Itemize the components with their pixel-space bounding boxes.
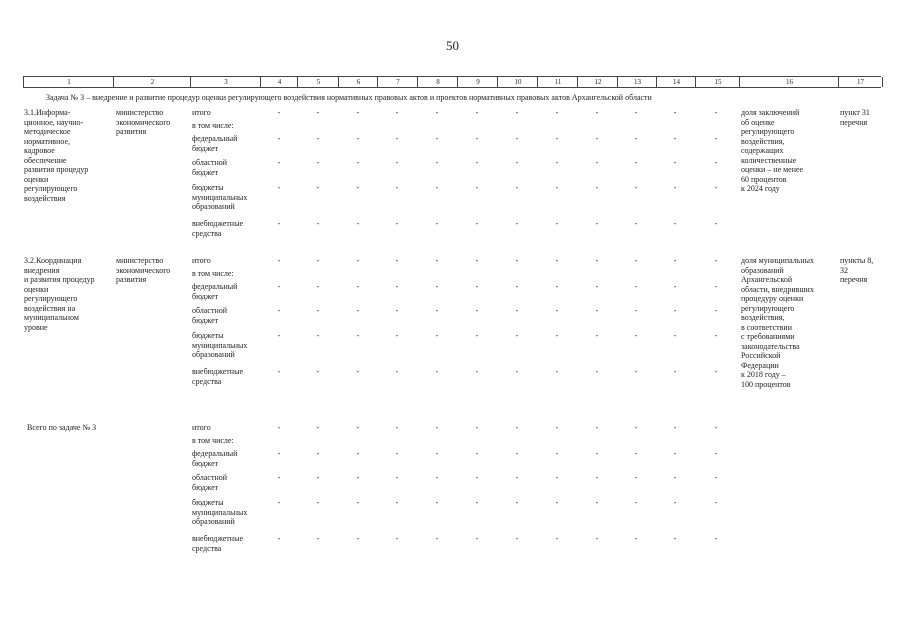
executor: министерство экономического развития (116, 256, 171, 284)
amount-dash: - (395, 423, 399, 432)
amount-dash: - (356, 108, 360, 117)
amount-dash: - (277, 423, 281, 432)
amount-dash: - (515, 108, 519, 117)
task-title: Задача № 3 – внедрение и развитие процедур оценки регулирующего воздействия нормативных правовых актов и проектов нормативных правовых актов Архангельской области (46, 93, 652, 102)
funding-source-label: итого (192, 423, 211, 432)
amount-dash: - (634, 449, 638, 458)
amount-dash: - (515, 134, 519, 143)
amount-dash: - (714, 219, 718, 228)
amount-dash: - (356, 256, 360, 265)
amount-dash: - (475, 256, 479, 265)
amount-dash: - (356, 498, 360, 507)
amount-dash: - (277, 108, 281, 117)
funding-source-label: в том числе: (192, 121, 234, 130)
amount-dash: - (356, 331, 360, 340)
column-header-14: 14 (656, 77, 696, 87)
amount-dash: - (673, 256, 677, 265)
column-header-13: 13 (617, 77, 657, 87)
amount-dash: - (634, 498, 638, 507)
column-header-3: 3 (190, 77, 261, 87)
amount-dash: - (634, 473, 638, 482)
amount-dash: - (277, 534, 281, 543)
amount-dash: - (515, 219, 519, 228)
amount-dash: - (595, 331, 599, 340)
amount-dash: - (555, 423, 559, 432)
amount-dash: - (435, 158, 439, 167)
amount-dash: - (673, 282, 677, 291)
amount-dash: - (673, 473, 677, 482)
amount-dash: - (395, 219, 399, 228)
amount-dash: - (316, 367, 320, 376)
column-header-12: 12 (577, 77, 618, 87)
amount-dash: - (515, 473, 519, 482)
amount-dash: - (356, 534, 360, 543)
amount-dash: - (673, 534, 677, 543)
amount-dash: - (277, 498, 281, 507)
amount-dash: - (634, 134, 638, 143)
amount-dash: - (555, 219, 559, 228)
event-name: 3.1.Информа- ционное, научно- методическое нормативное, кадровое обеспечение развития процедур оценки регулирующего воздействия (24, 108, 89, 203)
amount-dash: - (435, 183, 439, 192)
amount-dash: - (277, 183, 281, 192)
amount-dash: - (475, 306, 479, 315)
amount-dash: - (634, 306, 638, 315)
amount-dash: - (634, 256, 638, 265)
amount-dash: - (595, 367, 599, 376)
amount-dash: - (515, 449, 519, 458)
amount-dash: - (515, 331, 519, 340)
column-header-15: 15 (695, 77, 740, 87)
amount-dash: - (395, 108, 399, 117)
column-number-header (23, 76, 881, 88)
amount-dash: - (435, 367, 439, 376)
amount-dash: - (356, 423, 360, 432)
amount-dash: - (435, 473, 439, 482)
amount-dash: - (316, 473, 320, 482)
amount-dash: - (634, 183, 638, 192)
amount-dash: - (475, 282, 479, 291)
amount-dash: - (316, 449, 320, 458)
amount-dash: - (277, 158, 281, 167)
amount-dash: - (555, 534, 559, 543)
amount-dash: - (395, 473, 399, 482)
amount-dash: - (555, 331, 559, 340)
amount-dash: - (515, 256, 519, 265)
funding-source-label: внебюджетные средства (192, 534, 243, 553)
amount-dash: - (475, 183, 479, 192)
amount-dash: - (673, 306, 677, 315)
amount-dash: - (714, 449, 718, 458)
amount-dash: - (316, 219, 320, 228)
amount-dash: - (395, 183, 399, 192)
amount-dash: - (395, 256, 399, 265)
amount-dash: - (435, 306, 439, 315)
amount-dash: - (555, 449, 559, 458)
amount-dash: - (475, 498, 479, 507)
amount-dash: - (555, 183, 559, 192)
amount-dash: - (634, 534, 638, 543)
event-name: Всего по задаче № 3 (27, 423, 97, 432)
amount-dash: - (356, 183, 360, 192)
amount-dash: - (714, 367, 718, 376)
column-header-1: 1 (23, 77, 114, 87)
funding-source-label: бюджеты муниципальных образований (192, 331, 248, 359)
amount-dash: - (595, 473, 599, 482)
amount-dash: - (714, 108, 718, 117)
amount-dash: - (673, 423, 677, 432)
funding-source-label: итого (192, 108, 211, 117)
amount-dash: - (277, 367, 281, 376)
amount-dash: - (673, 367, 677, 376)
amount-dash: - (395, 331, 399, 340)
amount-dash: - (395, 306, 399, 315)
amount-dash: - (356, 282, 360, 291)
column-header-9: 9 (457, 77, 498, 87)
amount-dash: - (395, 367, 399, 376)
amount-dash: - (555, 256, 559, 265)
page-number: 50 (446, 38, 459, 53)
amount-dash: - (316, 108, 320, 117)
amount-dash: - (595, 423, 599, 432)
amount-dash: - (277, 331, 281, 340)
amount-dash: - (634, 331, 638, 340)
column-header-4: 4 (260, 77, 298, 87)
funding-source-label: внебюджетные средства (192, 219, 243, 238)
funding-source-label: областной бюджет (192, 473, 228, 492)
amount-dash: - (595, 134, 599, 143)
amount-dash: - (435, 134, 439, 143)
amount-dash: - (714, 306, 718, 315)
amount-dash: - (595, 282, 599, 291)
amount-dash: - (316, 183, 320, 192)
amount-dash: - (555, 134, 559, 143)
reference: пункты 8, 32 перечня (840, 256, 874, 284)
amount-dash: - (356, 134, 360, 143)
amount-dash: - (435, 498, 439, 507)
executor: министерство экономического развития (116, 108, 171, 136)
amount-dash: - (316, 158, 320, 167)
amount-dash: - (555, 158, 559, 167)
amount-dash: - (316, 306, 320, 315)
amount-dash: - (395, 498, 399, 507)
column-header-5: 5 (297, 77, 339, 87)
amount-dash: - (435, 108, 439, 117)
column-header-17: 17 (838, 77, 883, 87)
amount-dash: - (475, 423, 479, 432)
amount-dash: - (395, 449, 399, 458)
amount-dash: - (673, 183, 677, 192)
amount-dash: - (515, 423, 519, 432)
amount-dash: - (714, 331, 718, 340)
amount-dash: - (714, 158, 718, 167)
amount-dash: - (555, 282, 559, 291)
amount-dash: - (435, 256, 439, 265)
funding-source-label: бюджеты муниципальных образований (192, 183, 248, 211)
amount-dash: - (714, 473, 718, 482)
amount-dash: - (316, 498, 320, 507)
amount-dash: - (277, 473, 281, 482)
funding-source-label: внебюджетные средства (192, 367, 243, 386)
amount-dash: - (634, 158, 638, 167)
amount-dash: - (475, 219, 479, 228)
amount-dash: - (634, 108, 638, 117)
amount-dash: - (277, 306, 281, 315)
amount-dash: - (515, 282, 519, 291)
amount-dash: - (475, 158, 479, 167)
amount-dash: - (515, 158, 519, 167)
amount-dash: - (395, 158, 399, 167)
amount-dash: - (435, 282, 439, 291)
amount-dash: - (673, 219, 677, 228)
funding-source-label: итого (192, 256, 211, 265)
amount-dash: - (714, 282, 718, 291)
amount-dash: - (395, 282, 399, 291)
amount-dash: - (435, 423, 439, 432)
amount-dash: - (277, 449, 281, 458)
amount-dash: - (395, 134, 399, 143)
column-header-8: 8 (417, 77, 458, 87)
amount-dash: - (595, 219, 599, 228)
amount-dash: - (316, 331, 320, 340)
amount-dash: - (316, 534, 320, 543)
column-header-10: 10 (497, 77, 538, 87)
amount-dash: - (515, 306, 519, 315)
amount-dash: - (277, 134, 281, 143)
amount-dash: - (673, 331, 677, 340)
amount-dash: - (316, 282, 320, 291)
amount-dash: - (555, 306, 559, 315)
amount-dash: - (634, 282, 638, 291)
funding-source-label: федеральный бюджет (192, 449, 238, 468)
amount-dash: - (555, 498, 559, 507)
amount-dash: - (595, 449, 599, 458)
amount-dash: - (475, 473, 479, 482)
amount-dash: - (595, 158, 599, 167)
amount-dash: - (714, 534, 718, 543)
column-header-11: 11 (537, 77, 578, 87)
amount-dash: - (595, 534, 599, 543)
column-header-16: 16 (739, 77, 839, 87)
amount-dash: - (634, 367, 638, 376)
amount-dash: - (356, 219, 360, 228)
amount-dash: - (475, 331, 479, 340)
amount-dash: - (714, 256, 718, 265)
amount-dash: - (316, 256, 320, 265)
amount-dash: - (714, 498, 718, 507)
column-header-7: 7 (377, 77, 418, 87)
column-header-6: 6 (338, 77, 378, 87)
funding-source-label: в том числе: (192, 269, 234, 278)
funding-source-label: федеральный бюджет (192, 134, 238, 153)
amount-dash: - (435, 219, 439, 228)
amount-dash: - (673, 449, 677, 458)
amount-dash: - (515, 183, 519, 192)
event-name: 3.2.Координация внедрения и развития процедур оценки регулирующего воздействия на муниципальном уровне (24, 256, 95, 332)
amount-dash: - (277, 282, 281, 291)
amount-dash: - (555, 473, 559, 482)
amount-dash: - (356, 367, 360, 376)
funding-source-label: федеральный бюджет (192, 282, 238, 301)
amount-dash: - (595, 108, 599, 117)
amount-dash: - (515, 534, 519, 543)
amount-dash: - (634, 423, 638, 432)
amount-dash: - (475, 134, 479, 143)
amount-dash: - (714, 423, 718, 432)
amount-dash: - (475, 367, 479, 376)
amount-dash: - (475, 534, 479, 543)
amount-dash: - (595, 306, 599, 315)
funding-source-label: областной бюджет (192, 306, 228, 325)
amount-dash: - (356, 306, 360, 315)
amount-dash: - (714, 134, 718, 143)
column-header-2: 2 (113, 77, 191, 87)
amount-dash: - (595, 498, 599, 507)
funding-source-label: бюджеты муниципальных образований (192, 498, 248, 526)
amount-dash: - (714, 183, 718, 192)
target-indicator: доля заключений об оценке регулирующего воздействия, содержащих количественные оценки – не менее 60 процентов к 2024 году (741, 108, 804, 193)
amount-dash: - (595, 256, 599, 265)
amount-dash: - (475, 108, 479, 117)
amount-dash: - (435, 534, 439, 543)
amount-dash: - (316, 423, 320, 432)
amount-dash: - (435, 331, 439, 340)
amount-dash: - (395, 534, 399, 543)
amount-dash: - (435, 449, 439, 458)
funding-source-label: в том числе: (192, 436, 234, 445)
amount-dash: - (673, 108, 677, 117)
funding-source-label: областной бюджет (192, 158, 228, 177)
amount-dash: - (595, 183, 599, 192)
amount-dash: - (634, 219, 638, 228)
amount-dash: - (356, 158, 360, 167)
amount-dash: - (356, 449, 360, 458)
target-indicator: доля муниципальных образований Архангельской области, внедривших процедуру оценки регулирующего воздействия, в соответствии с требованиями законодательства Российской Федерации к 2018 году – 100 процентов (741, 256, 815, 389)
amount-dash: - (673, 134, 677, 143)
amount-dash: - (515, 367, 519, 376)
amount-dash: - (277, 256, 281, 265)
amount-dash: - (277, 219, 281, 228)
amount-dash: - (555, 367, 559, 376)
amount-dash: - (475, 449, 479, 458)
amount-dash: - (515, 498, 519, 507)
amount-dash: - (673, 158, 677, 167)
amount-dash: - (673, 498, 677, 507)
reference: пункт 31 перечня (840, 108, 870, 127)
amount-dash: - (316, 134, 320, 143)
amount-dash: - (555, 108, 559, 117)
amount-dash: - (356, 473, 360, 482)
